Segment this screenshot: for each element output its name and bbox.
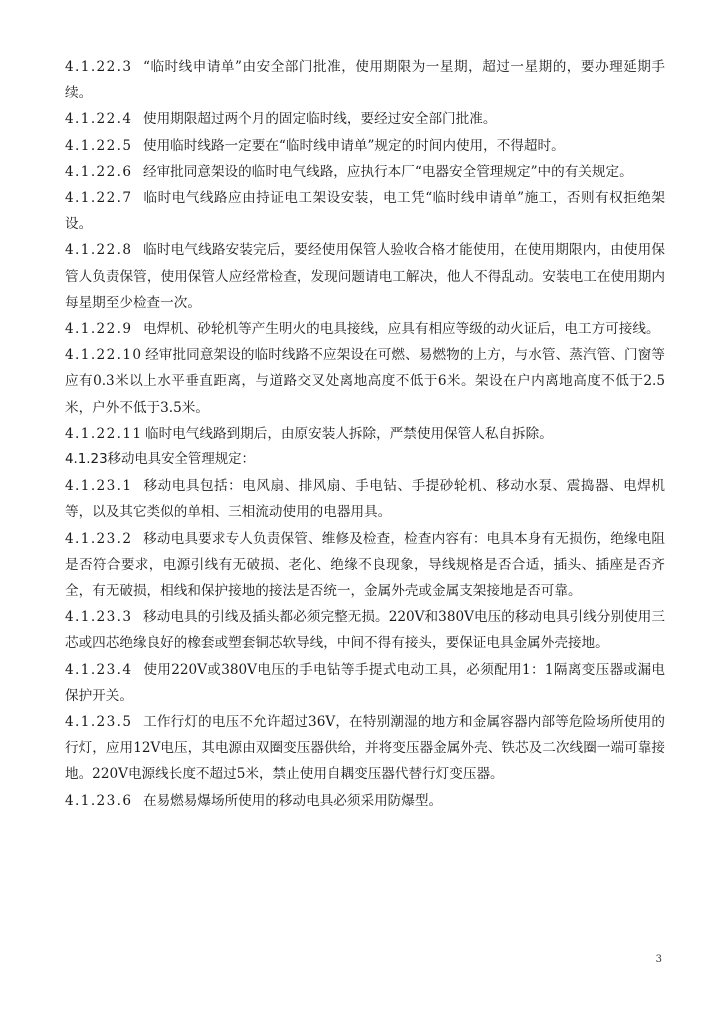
paragraph-4-1-23-4 (65, 657, 665, 709)
clause-text: 在易燃易爆场所使用的移动电具必须采用防爆型。 (143, 792, 443, 809)
paragraph-4-1-22-7 (65, 185, 665, 237)
clause-text: “临时线申请单”由安全部门批准，使用期限为一星期，超过一星期的，要办理延期手续。 (65, 59, 665, 102)
clause-text: 移动电具的引线及插头都必须完整无损。220V和380V电压的移动电具引线分别使用三芯或四芯绝缘良好的橡套或塑套铜芯软导线，中间不得有接头，要保证电具金属外壳接地。 (65, 609, 665, 652)
paragraph-4-1-23-6 (65, 788, 665, 814)
clause-text: 临时电气线路应由持证电工架设安装，电工凭“临时线申请单”施工，否则有权拒绝架设。 (65, 190, 665, 233)
clause-number: 4.1.22.8 (65, 242, 133, 259)
clause-number: 4.1.22.10 (65, 347, 143, 364)
clause-number: 4.1.23.6 (65, 792, 133, 809)
paragraph-4-1-22-5 (65, 133, 665, 159)
clause-number: 4.1.22.3 (65, 59, 133, 75)
clause-text: 临时电气线路到期后，由原安装人拆除，严禁使用保管人私自拆除。 (145, 425, 553, 442)
clause-number: 4.1.22.7 (65, 190, 133, 207)
clause-text: 移动电具包括：电风扇、排风扇、手电钻、手提砂轮机、移动水泵、震捣器、电焊机等，以及其它类似的单相、三相流动使用的电器用具。 (65, 478, 665, 521)
paragraph-4-1-22-8 (65, 237, 665, 316)
clause-number: 4.1.23.3 (65, 609, 133, 626)
document-body (65, 54, 665, 814)
clause-text: 工作行灯的电压不允许超过36V，在特别潮湿的地方和金属容器内部等危险场所使用的行灯，应用12V电压，其电源由双圈变压器供给，并将变压器金属外壳、铁芯及二次线圈一端可靠接地。220V电源线长度不超过5米，禁止使用自耦变压器代替行灯变压器。 (65, 714, 665, 783)
paragraph-4-1-22-6 (65, 159, 665, 185)
clause-number: 4.1.23.2 (65, 530, 133, 547)
clause-number: 4.1.22.11 (65, 425, 143, 442)
clause-text: 使用220V或380V电压的手电钻等手提式电动工具，必须配用1：1隔离变压器或漏电保护开关。 (65, 661, 665, 704)
clause-text: 使用临时线路一定要在“临时线申请单”规定的时间内使用，不得超时。 (143, 137, 565, 154)
clause-number: 4.1.22.9 (65, 321, 133, 338)
clause-number: 4.1.23.1 (65, 478, 133, 495)
clause-text: 经审批同意架设的临时线路不应架设在可燃、易燃物的上方，与水管、蒸汽管、门窗等应有0.3米以上水平垂直距离，与道路交叉处离地高度不低于6米。架设在户内离地高度不低于2.5米，户外不低于3.5米。 (65, 347, 665, 416)
paragraph-4-1-23-3 (65, 604, 665, 656)
clause-number: 4.1.22.6 (65, 163, 133, 180)
clause-text: 电焊机、砂轮机等产生明火的电具接线，应具有相应等级的动火证后，电工方可接线。 (143, 321, 660, 338)
section-heading-text: 4.1.23移动电具安全管理规定： (65, 452, 255, 468)
paragraph-4-1-22-10 (65, 342, 665, 421)
clause-number: 4.1.22.5 (65, 137, 133, 154)
clause-number: 4.1.22.4 (65, 111, 133, 128)
clause-text: 移动电具要求专人负责保管、维修及检查，检查内容有：电具本身有无损伤，绝缘电阻是否符合要求，电源引线有无破损、老化、绝缘不良现象，导线规格是否合适，插头、插座是否齐全，有无破损，相线和保护接地的接法是否统一，金属外壳或金属支架接地是否可靠。 (65, 530, 665, 600)
paragraph-4-1-22-11 (65, 421, 665, 447)
clause-number: 4.1.23.4 (65, 661, 133, 678)
paragraph-4-1-23-5 (65, 709, 665, 788)
section-heading-4-1-23 (65, 447, 665, 473)
clause-text: 临时电气线路安装完后，要经使用保管人验收合格才能使用，在使用期限内，由使用保管人负责保管，使用保管人应经常检查，发现问题请电工解决，他人不得乱动。安装电工在使用期内每星期至少检查一次。 (65, 242, 665, 311)
paragraph-4-1-22-9 (65, 316, 665, 342)
clause-text: 使用期限超过两个月的固定临时线，要经过安全部门批准。 (143, 111, 497, 128)
clause-number: 4.1.23.5 (65, 714, 133, 731)
clause-text: 经审批同意架设的临时电气线路，应执行本厂“电器安全管理规定”中的有关规定。 (143, 163, 633, 180)
paragraph-4-1-23-1 (65, 473, 665, 525)
page-number: 3 (655, 954, 662, 965)
paragraph-4-1-23-2 (65, 526, 665, 605)
paragraph-4-1-22-4 (65, 106, 665, 132)
paragraph-4-1-22-3 (65, 54, 665, 106)
